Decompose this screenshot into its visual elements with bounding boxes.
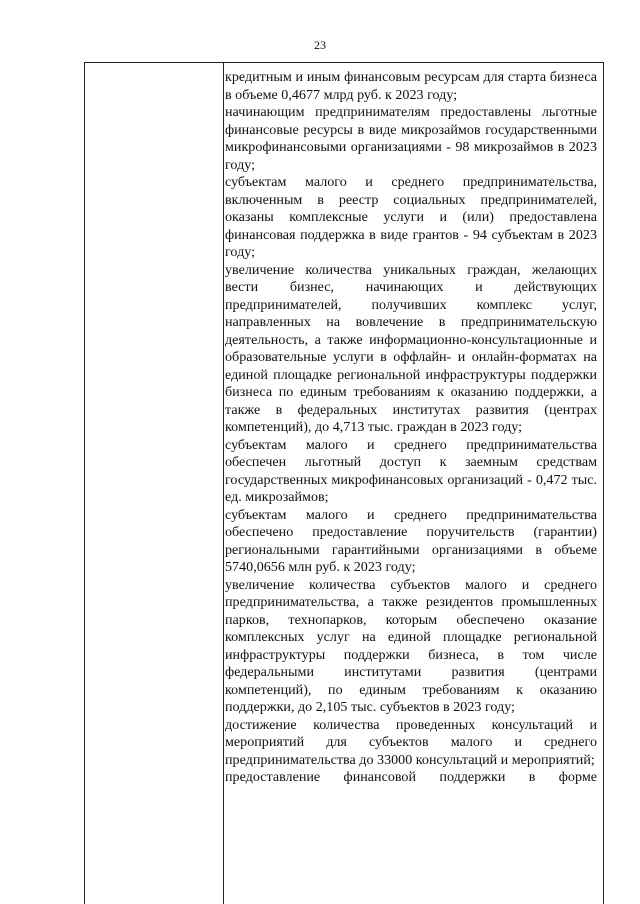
paragraph: субъектам малого и среднего предпринимательства обеспечено предоставление поручительств (гарантии) региональными гарантийными организациями в объеме 5740,0656 млн руб. к 2023 году;	[225, 506, 597, 575]
paragraph: увеличение количества уникальных граждан, желающих вести бизнес, начинающих и действующих предпринимателей, получивших комплекс услуг, направленных на вовлечение в предпринимательскую деятельность, а также информационно-консультационные и образовательные услуги в оффлайн- и онлайн-форматах на единой площадке региональной инфраструктуры поддержки бизнеса по единым требованиям к оказанию поддержки, а также в федеральных институтах развития (центрах компетенций), до 4,713 тыс. граждан в 2023 году;	[225, 261, 597, 435]
page-number: 23	[314, 38, 326, 52]
paragraph: начинающим предпринимателям предоставлены льготные финансовые ресурсы в виде микрозаймов государственными микрофинансовыми организациями - 98 микрозаймов в 2023 году;	[225, 104, 597, 173]
document-table	[84, 62, 604, 904]
paragraph: предоставление финансовой поддержки в форме	[225, 769, 597, 785]
paragraph: кредитным и иным финансовым ресурсам для старта бизнеса в объеме 0,4677 млрд руб. к 2023 году;	[225, 69, 597, 103]
paragraph: субъектам малого и среднего предпринимательства обеспечен льготный доступ к заемным средствам государственных микрофинансовых организаций - 0,472 тыс. ед. микрозаймов;	[225, 436, 597, 505]
table-right-column	[225, 69, 597, 787]
paragraph: увеличение количества субъектов малого и среднего предпринимательства, а также резидентов промышленных парков, технопарков, которым обеспечено оказание комплексных услуг на единой площадке региональной инфраструктуры поддержки бизнеса, в том числе федеральными институтами развития (центрами компетенций), по единым требованиям к оказанию поддержки, до 2,105 тыс. субъектов в 2023 году;	[225, 576, 597, 715]
paragraph: субъектам малого и среднего предпринимательства, включенным в реестр социальных предпринимателей, оказаны комплексные услуги и (или) предоставлена финансовая поддержка в виде грантов - 94 субъектам в 2023 году;	[225, 174, 597, 260]
paragraph: достижение количества проведенных консультаций и мероприятий для субъектов малого и среднего предпринимательства до 33000 консультаций и мероприятий;	[225, 716, 597, 768]
table-left-column	[85, 63, 224, 904]
